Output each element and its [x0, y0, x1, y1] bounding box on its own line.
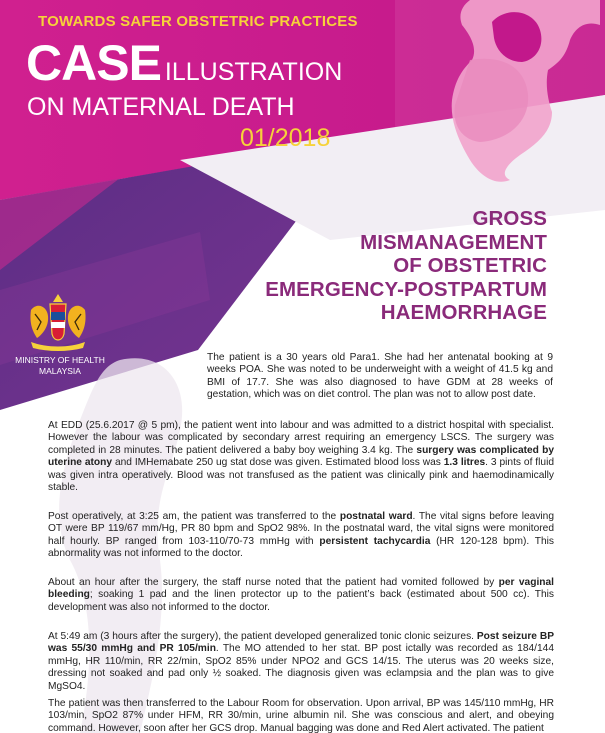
paragraph-labour-room: The patient was then transferred to the Labour Room for observation. Upon arrival, BP was 145/110 mmHg, HR 103/min, SpO2 87% under HFM, RR 30/min, urine albumin nil. She was conscious and alert, and obeying command. However, soon after her GCS drop. Manual bagging was done and Red Alert activated. The patient	[48, 698, 554, 733]
title-line-2: ON MATERNAL DEATH	[27, 93, 295, 121]
ministry-label	[6, 355, 114, 377]
issue-number: 01/2018	[240, 124, 331, 152]
headline-line: GROSS	[472, 207, 547, 230]
text-run: and IMHemabate 250 ug stat dose was given. Estimated blood loss was	[112, 457, 444, 469]
intro-paragraph: The patient is a 30 years old Para1. She had her antenatal booking at 9 weeks POA. She was noted to be underweight with a weight of 41.5 kg and BMI of 17.7. She was also diagnosed to have GDM at 28 weeks of gestation, which was on diet control. The plan was not to allow post date.	[207, 352, 553, 401]
emphasis-run: Post seizure BP was 55/30 mmHg and PR 105/min	[48, 631, 554, 655]
ministry-line-1: MINISTRY OF HEALTH	[15, 355, 105, 365]
emphasis-run: 1.3 litres	[443, 457, 486, 469]
paragraph-labour	[48, 420, 554, 494]
text-run: At 5:49 am (3 hours after the surgery), the patient developed generalized tonic clonic seizures.	[48, 631, 477, 642]
paragraph-seizure	[48, 631, 554, 693]
text-run: . The MO attended to her stat. BP post ictally was recorded as 184/144 mmHg, HR 110/min, RR 22/min, SpO2 85% under NPO2 and GCS 14/15. The uterus was 20 weeks size, dressing not soaked and pad only ½ soaked. The diagnosis given was eclampsia and the plan was to give MgSO4.	[48, 643, 554, 692]
headline-line: MISMANAGEMENT	[360, 230, 547, 254]
title	[26, 35, 343, 91]
headline-line: EMERGENCY-POSTPARTUM	[265, 277, 547, 301]
title-case-word: CASE	[26, 35, 161, 91]
paragraph-bleeding	[48, 577, 554, 614]
text-run: At EDD (25.6.2017 @ 5 pm), the patient went into labour and was admitted to a district hospital with specialist. However the labour was complicated by secondary arrest requiring an emergency LSCS. The surgery was completed in 28 minutes. The patient delivered a baby boy weighing 3.4 kg. The	[48, 420, 554, 456]
text-run: About an hour after the surgery, the staff nurse noted that the patient had vomited followed by	[48, 577, 499, 588]
paragraph-postnatal	[48, 511, 554, 561]
title-illustration-word: ILLUSTRATION	[164, 58, 343, 86]
case-headline	[217, 207, 547, 325]
headline-line: HAEMORRHAGE	[380, 301, 547, 324]
text-run: (HR 120-128 bpm). This abnormality was not informed to the doctor.	[48, 535, 554, 560]
emphasis-run: per vaginal bleeding	[48, 577, 554, 601]
emphasis-run: persistent tachycardia	[319, 535, 431, 547]
text-run: . 3 pints of fluid was given intra operatively. Blood was not transfused as the patient was clinically pink and haemodinamically stable.	[48, 457, 554, 494]
text-run: . The vital signs before leaving OT were BP 119/67 mm/Hg, PR 80 bpm and SpO2 98%. In the postnatal ward, the vital signs were monitored half hourly. BP ranged from 103-110/70-73 mmHg with	[48, 511, 555, 547]
text-run: ; soaking 1 pad and the linen protector up to the patient’s back (estimated about 500 cc). This development was also not informed to the doctor.	[48, 589, 554, 613]
malaysia-coat-of-arms-icon	[17, 292, 99, 352]
headline-line: OF OBSTETRIC	[393, 254, 547, 277]
kicker-text: TOWARDS SAFER OBSTETRIC PRACTICES	[38, 13, 358, 30]
emphasis-run: surgery was complicated by uterine atony	[48, 444, 554, 469]
emphasis-run: postnatal ward	[339, 511, 413, 522]
ministry-line-2: MALAYSIA	[39, 366, 81, 376]
text-run: Post operatively, at 3:25 am, the patient was transferred to the	[48, 511, 340, 522]
